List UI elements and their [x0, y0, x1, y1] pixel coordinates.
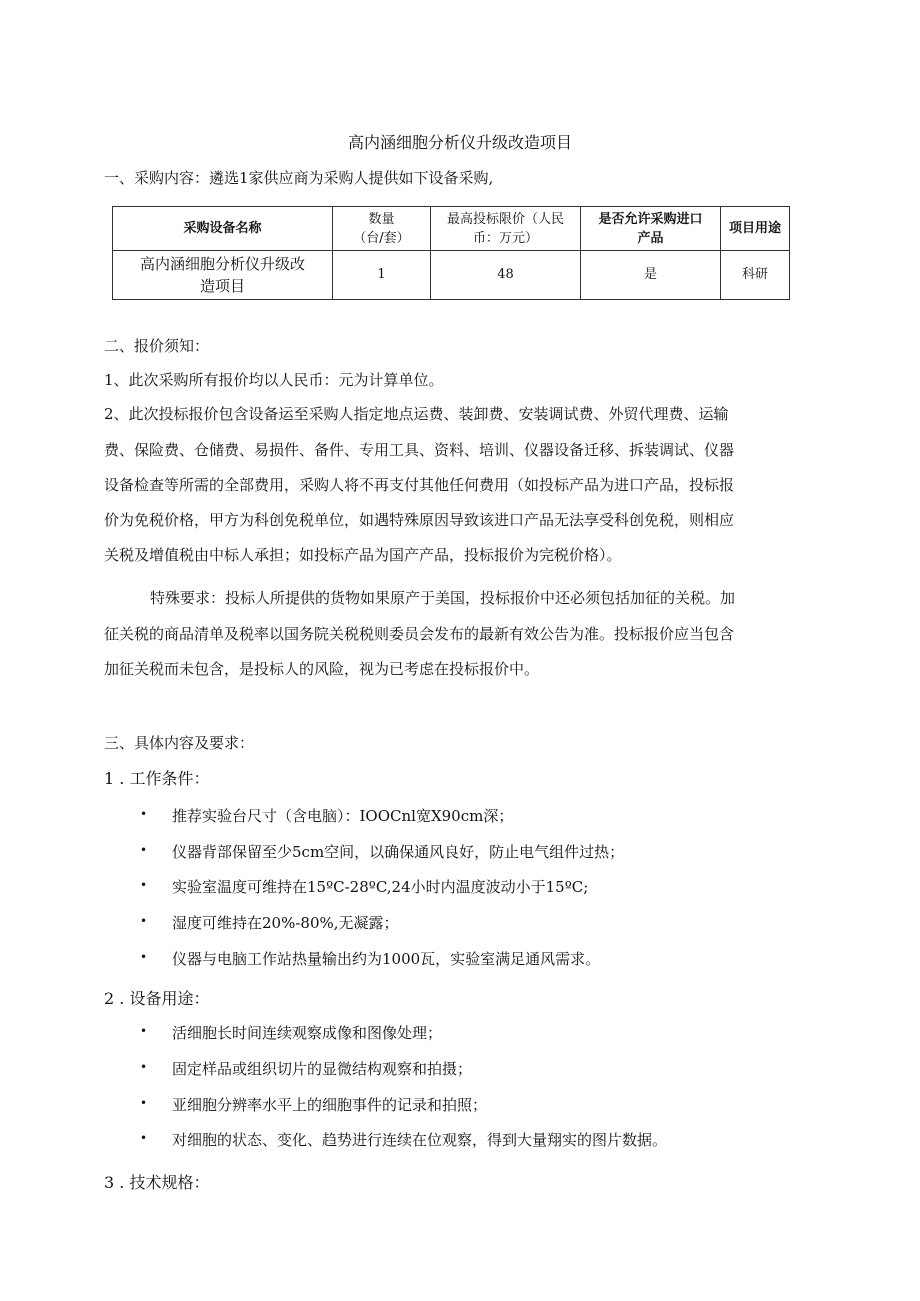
equipment-use-1: 活细胞长时间连续观察成像和图像处理； [172, 1024, 443, 1042]
pricing-item-2-line-5: 关税及增值税由中标人承担；如投标产品为国产产品，投标报价为完税价格）。 [104, 546, 622, 564]
pricing-item-2-line-4: 价为免税价格，甲方为科创免税单位，如遇特殊原因导致该进口产品无法享受科创免税，则相应 [104, 511, 735, 529]
bullet-icon: • [140, 1096, 148, 1110]
work-condition-5: 仪器与电脑工作站热量输出约为1000瓦，实验室满足通风需求。 [172, 950, 601, 968]
cell-quantity: 1 [333, 251, 431, 300]
table-row [113, 251, 790, 300]
equipment-use-4: 对细胞的状态、变化、趋势进行连续在位观察，得到大量翔实的图片数据。 [172, 1131, 668, 1149]
header-equipment-name: 采购设备名称 [113, 207, 333, 251]
pricing-item-2-line-3: 设备检查等所需的全部费用，采购人将不再支付其他任何费用（如投标产品为进口产品，投标报 [104, 476, 735, 494]
cell-import-allowed: 是 [581, 251, 721, 300]
equipment-use-3: 亚细胞分辨率水平上的细胞事件的记录和拍照； [172, 1096, 488, 1114]
bullet-icon: • [140, 914, 148, 928]
header-quantity-line-2: （台/套） [353, 230, 410, 246]
special-requirement-line-3: 加征关税而未包含，是投标人的风险，视为已考虑在投标报价中。 [104, 660, 540, 678]
bullet-icon: • [140, 1024, 148, 1038]
header-max-price-line-2: 币：万元） [472, 230, 538, 246]
header-quantity [333, 207, 431, 251]
header-max-price-line-1: 最高投标限价（人民 [446, 211, 564, 227]
header-import-allowed [581, 207, 721, 251]
procurement-table [112, 206, 790, 300]
header-import-line-1: 是否允许采购进口 [598, 211, 703, 227]
pricing-item-2-line-2: 费、保险费、仓储费、易损件、备件、专用工具、资料、培训、仪器设备迁移、拆装调试、仪器 [104, 441, 735, 459]
section-3-heading: 三、具体内容及要求： [104, 734, 255, 752]
bullet-icon: • [140, 1131, 148, 1145]
pricing-item-2-line-1: 2、此次投标报价包含设备运至采购人指定地点运费、装卸费、安装调试费、外贸代理费、运输 [104, 405, 729, 423]
document-title: 高内涵细胞分析仪升级改造项目 [347, 133, 572, 152]
equipment-use-2: 固定样品或组织切片的显微结构观察和拍摄； [172, 1060, 473, 1078]
work-condition-3: 实验室温度可维持在15ºC-28ºC,24小时内温度波动小于15ºC; [172, 878, 589, 896]
subsection-1-heading: 1 . 工作条件： [104, 769, 210, 788]
bullet-icon: • [140, 807, 148, 821]
bullet-icon: • [140, 1060, 148, 1074]
special-requirement-line-2: 征关税的商品清单及税率以国务院关税税则委员会发布的最新有效公告为准。投标报价应当包含 [104, 625, 735, 643]
section-1-heading: 一、采购内容：遴选1家供应商为采购人提供如下设备采购, [104, 169, 494, 187]
bullet-icon: • [140, 843, 148, 857]
work-condition-1: 推荐实验台尺寸（含电脑）：IOOCnl宽X90cm深； [172, 807, 514, 825]
header-import-line-2: 产品 [637, 230, 664, 246]
header-max-price [431, 207, 581, 251]
cell-max-price: 48 [431, 251, 581, 300]
work-condition-2: 仪器背部保留至少5cm空间，以确保通风良好，防止电气组件过热； [172, 843, 625, 861]
section-2-heading: 二、报价须知： [104, 337, 210, 355]
cell-equipment-name-line-1: 高内涵细胞分析仪升级改 [139, 255, 305, 273]
cell-equipment-name [113, 251, 333, 300]
cell-project-use: 科研 [721, 251, 790, 300]
bullet-icon: • [140, 878, 148, 892]
cell-equipment-name-line-2: 造项目 [199, 277, 245, 295]
header-project-use: 项目用途 [721, 207, 790, 251]
subsection-2-heading: 2 . 设备用途： [104, 989, 210, 1008]
special-requirement-line-1: 特殊要求：投标人所提供的货物如果原产于美国，投标报价中还必须包括加征的关税。加 [150, 589, 736, 607]
work-condition-4: 湿度可维持在20%-80%,无凝露； [172, 914, 399, 932]
table-header-row [113, 207, 790, 251]
pricing-item-1: 1、此次采购所有报价均以人民币：元为计算单位。 [104, 371, 444, 389]
header-quantity-line-1: 数量 [368, 211, 395, 227]
subsection-3-heading: 3 . 技术规格： [104, 1173, 210, 1192]
bullet-icon: • [140, 950, 148, 964]
